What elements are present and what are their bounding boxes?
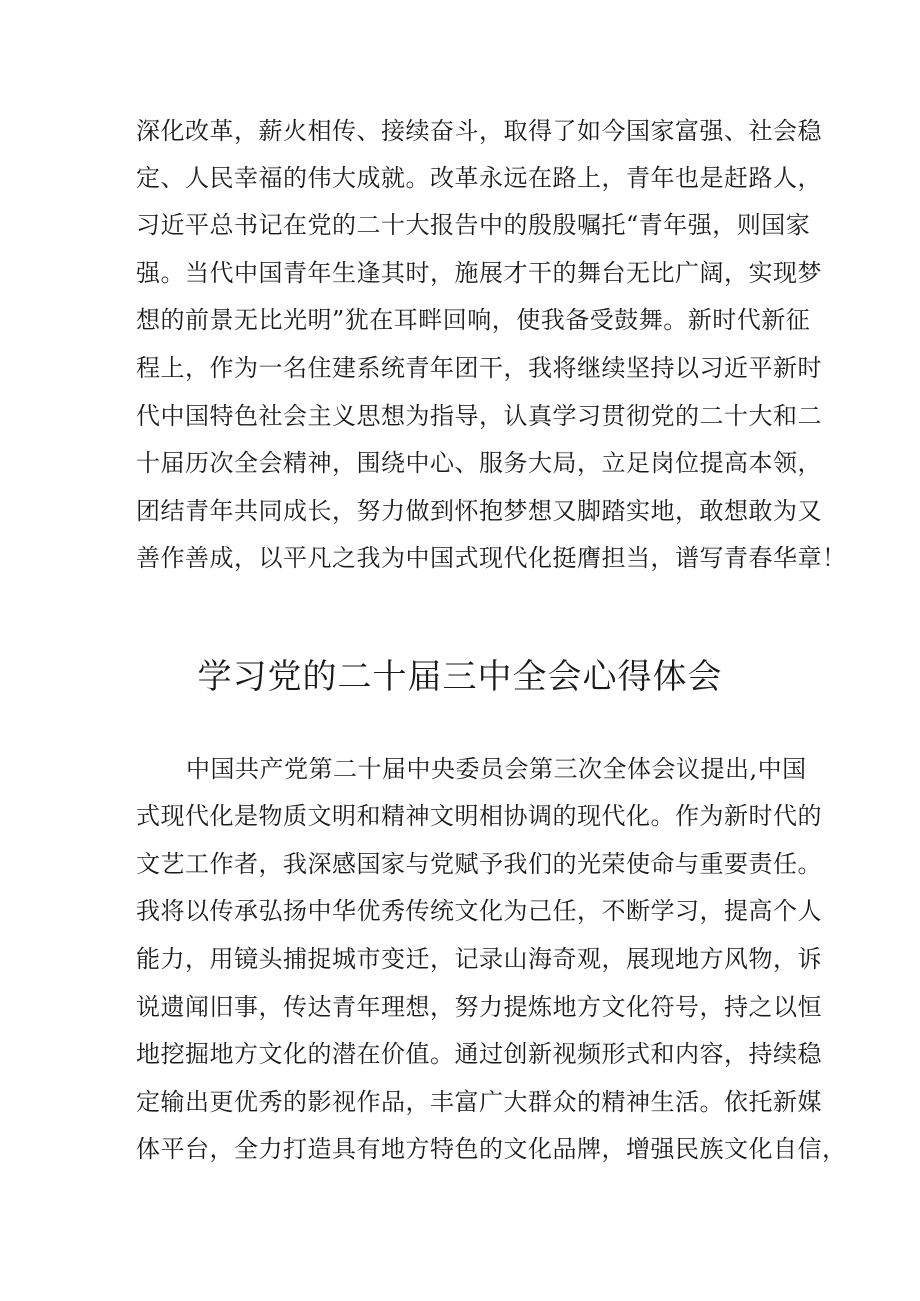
- paragraph-line: 程上，作为一名住建系统青年团干，我将继续坚持以习近平新时: [136, 354, 822, 382]
- paragraph-line: 习近平总书记在党的二十大报告中的殷殷嘱托“青年强，则国家: [136, 211, 811, 239]
- paragraph-line: 善作善成，以平凡之我为中国式现代化挺膺担当，谱写青春华章！: [136, 544, 847, 572]
- paragraph-first-line: 中国共产党第二十届中央委员会第三次全体会议提出,中国: [186, 755, 807, 783]
- paragraph-line: 想的前景无比光明”犹在耳畔回响，使我备受鼓舞。新时代新征: [136, 306, 811, 334]
- paragraph-line: 我将以传承弘扬中华优秀传统文化为己任，不断学习，提高个人: [136, 897, 822, 925]
- paragraph-line: 说遗闻旧事，传达青年理想，努力提炼地方文化符号，持之以恒: [136, 993, 822, 1021]
- paragraph-line: 团结青年共同成长，努力做到怀抱梦想又脚踏实地，敢想敢为又: [136, 497, 822, 525]
- paragraph-line: 强。当代中国青年生逢其时，施展才干的舞台无比广阔，实现梦: [136, 259, 822, 287]
- paragraph-line: 式现代化是物质文明和精神文明相协调的现代化。作为新时代的: [136, 802, 822, 830]
- paragraph-line: 深化改革，薪火相传、接续奋斗，取得了如今国家富强、社会稳: [136, 117, 822, 145]
- paragraph-line: 定、人民幸福的伟大成就。改革永远在路上，青年也是赶路人，: [136, 164, 822, 192]
- paragraph-line: 能力，用镜头捕捉城市变迁，记录山海奇观，展现地方风物，诉: [136, 945, 822, 973]
- paragraph-line: 代中国特色社会主义思想为指导，认真学习贯彻党的二十大和二: [136, 402, 822, 430]
- paragraph-line: 地挖掘地方文化的潜在价值。通过创新视频形式和内容，持续稳: [136, 1040, 822, 1068]
- section-title: 学习党的二十届三中全会心得体会: [197, 657, 723, 697]
- paragraph-line: 定输出更优秀的影视作品，丰富广大群众的精神生活。依托新媒: [136, 1088, 822, 1116]
- paragraph-line: 文艺工作者，我深感国家与党赋予我们的光荣使命与重要责任。: [136, 850, 822, 878]
- paragraph-line: 体平台，全力打造具有地方特色的文化品牌，增强民族文化自信，: [136, 1135, 847, 1163]
- paragraph-line: 十届历次全会精神，围绕中心、服务大局，立足岗位提高本领，: [136, 449, 822, 477]
